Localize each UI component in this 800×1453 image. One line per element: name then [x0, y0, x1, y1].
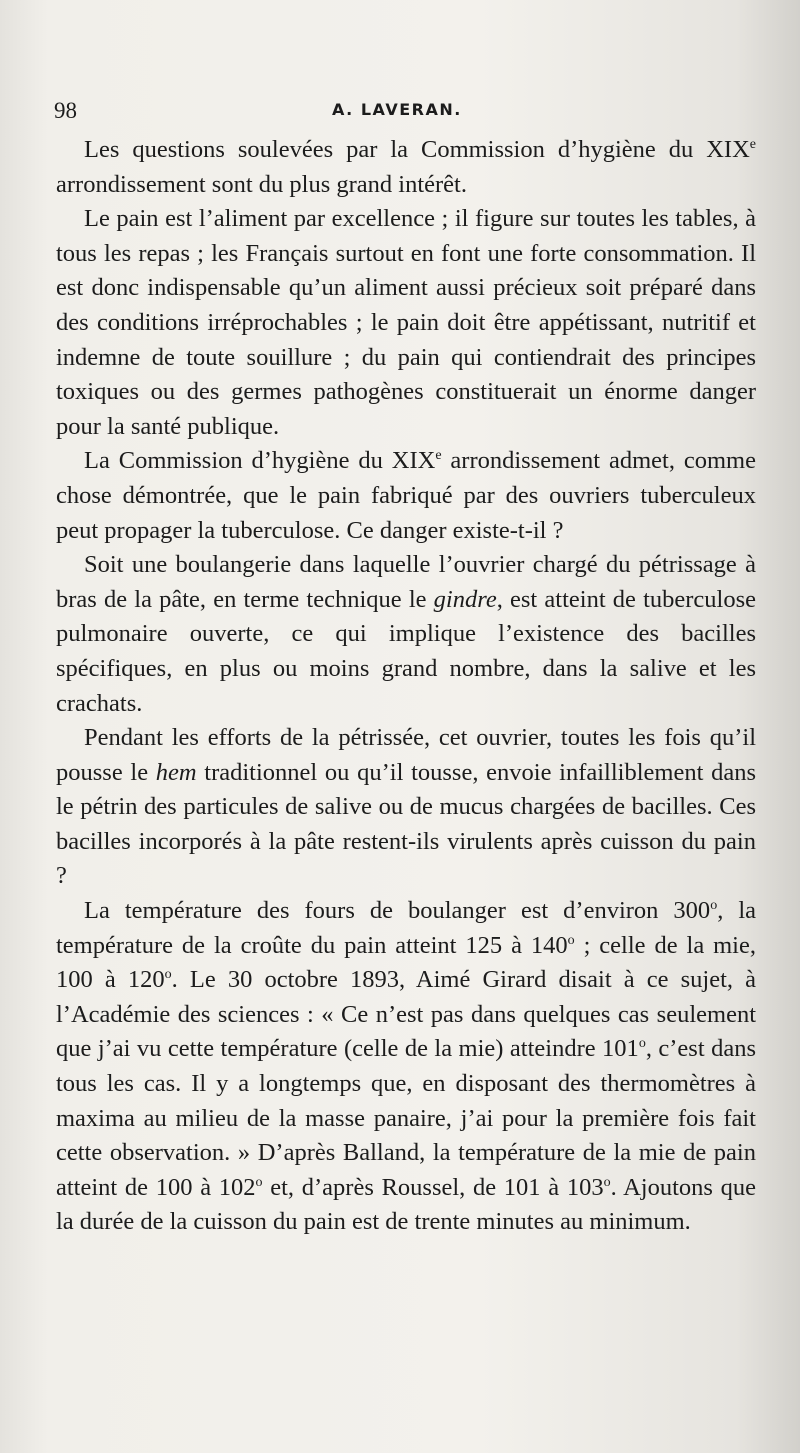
body-text: [56, 133, 756, 1240]
paragraph-text: . Ajoutons que la durée de la cuisson du pain est de trente minutes au minimum.: [56, 1173, 756, 1236]
paragraph-text: . Le 30 octobre 1893, Aimé Girard disait à ce sujet, à l’Académie des sciences : « Ce n’est pas dans quelques cas seulement que j’ai vu cette température (celle de la mie) atteindre 101: [56, 966, 756, 1063]
page-number: 98: [54, 98, 77, 123]
superscript: o: [638, 1036, 646, 1052]
paragraph: [56, 444, 756, 548]
paragraph-text: , c’est dans tous les cas. Il y a longtemps que, en disposant des thermomètres à maxima au milieu de la masse panaire, j’ai pour la première fois fait cette observation. » D’après Balland, la température de la mie de pain atteint de 100 à 102: [56, 1035, 756, 1201]
superscript: o: [603, 1174, 611, 1190]
paragraph-text: Pendant les efforts de la pétrissée, cet ouvrier, toutes les fois qu’il pousse le: [56, 724, 756, 786]
italic-term: gindre: [433, 585, 497, 613]
paragraph-text: arrondissement sont du plus grand intérêt.: [56, 170, 467, 198]
paragraph-text: Les questions soulevées par la Commission d’hygiène du XIX: [84, 136, 750, 163]
paragraph: [56, 894, 756, 1240]
paragraph-text: , la température de la croûte du pain atteint 125 à 140: [56, 897, 756, 959]
paragraph-text: arrondissement admet, comme chose démontrée, que le pain fabriqué par des ouvriers tuberculeux peut propager la tuberculose. Ce danger existe-t-il ?: [56, 447, 756, 544]
page-header: [54, 98, 754, 130]
superscript: o: [567, 932, 575, 948]
paragraph-text: La température des fours de boulanger est d’environ 300: [84, 897, 711, 925]
paragraph-text: traditionnel ou qu’il tousse, envoie infailliblement dans le pétrin des particules de salive ou de mucus chargées de bacilles. Ces bacilles incorporés à la pâte restent-ils virulents après cuisson du pain ?: [56, 758, 756, 890]
paragraph-text: La Commission d’hygiène du XIX: [84, 447, 436, 475]
superscript: e: [435, 448, 442, 464]
running-head: A. LAVERAN.: [332, 100, 462, 119]
paragraph: [56, 548, 756, 721]
paragraph-text: Le pain est l’aliment par excellence ; il figure sur toutes les tables, à tous les repas ; les Français surtout en font une forte consommation. Il est donc indispensable qu’un aliment aussi précieux soit préparé dans des conditions irréprochables ; le pain doit être appétissant, nutritif et indemne de toute souillure ; du pain qui contiendrait des principes toxiques ou des germes pathogènes constituerait un énorme danger pour la santé publique.: [56, 205, 756, 440]
paragraph-text: , est atteint de tuberculose pulmonaire ouverte, ce qui implique l’existence des bacilles spécifiques, en plus ou moins grand nombre, dans la salive et les crachats.: [56, 585, 757, 717]
superscript: o: [710, 898, 718, 914]
paragraph-text: ; celle de la mie, 100 à 120: [56, 931, 756, 994]
superscript: e: [749, 137, 756, 152]
italic-term: hem: [155, 758, 197, 786]
paragraph-text: Soit une boulangerie dans laquelle l’ouvrier chargé du pétrissage à bras de la pâte, en terme technique le: [56, 551, 756, 613]
paragraph: [56, 721, 756, 894]
superscript: o: [255, 1174, 263, 1190]
paragraph-text: et, d’après Roussel, de 101 à 103: [262, 1173, 604, 1201]
superscript: o: [164, 967, 172, 983]
paragraph: [56, 202, 756, 444]
paragraph: [56, 133, 756, 202]
